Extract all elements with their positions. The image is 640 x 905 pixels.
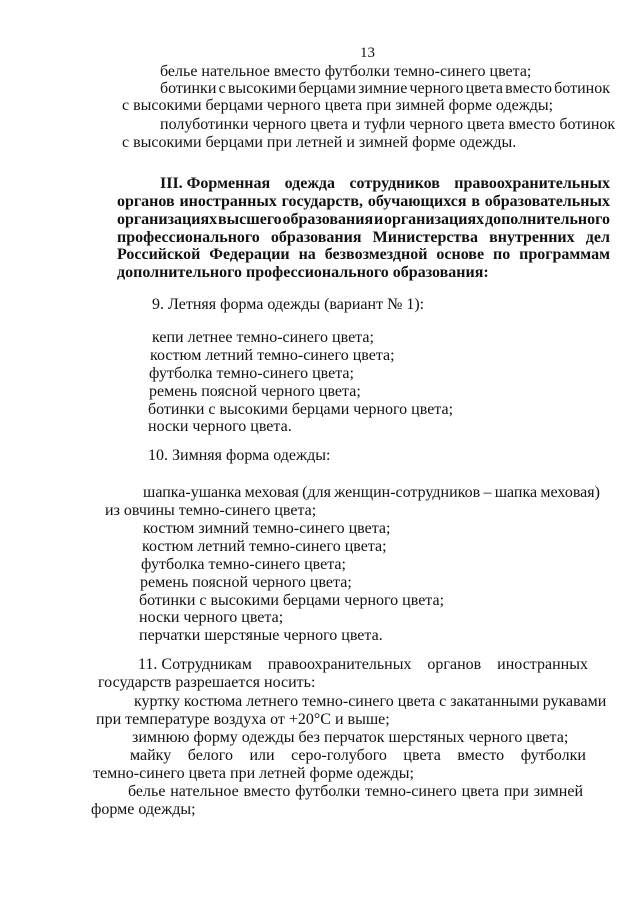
list-item: костюм зимний темно-синего цвета;: [143, 520, 391, 537]
word: образования: [270, 229, 362, 246]
word: вместо: [243, 783, 291, 800]
word: программам: [519, 246, 610, 263]
word: –: [483, 484, 492, 501]
word: женщин-сотрудников: [334, 484, 481, 501]
word: берцами: [298, 80, 356, 97]
word: (для: [302, 484, 331, 501]
list-item: ботинки с высокими берцами черного цвета;: [139, 592, 445, 609]
word: правоохранительных: [267, 656, 412, 673]
word: организациях: [384, 211, 485, 228]
item-10-title: 10. Зимняя форма одежды:: [148, 447, 331, 464]
section-heading-line: [117, 211, 610, 229]
list-item: ремень поясной черного цвета;: [149, 383, 361, 400]
word: одежда: [284, 175, 336, 192]
word: дополнительного: [484, 211, 610, 228]
word: цвета: [403, 747, 441, 764]
word: высшего: [217, 211, 282, 228]
word: сотрудников: [349, 175, 440, 192]
word: иностранных: [497, 656, 588, 673]
section-heading-line: [117, 246, 610, 264]
word: цвета: [461, 783, 500, 800]
word: III. Форменная: [160, 175, 271, 192]
paragraph-line: [128, 783, 583, 801]
word: при: [503, 783, 529, 800]
paragraph-line: при температуре воздуха от +20°С и выше;: [96, 711, 390, 728]
list-item: кепи летнее темно-синего цвета;: [152, 329, 374, 346]
list-item: костюм летний темно-синего цвета;: [150, 347, 395, 364]
word: органов: [427, 656, 482, 673]
word: по: [492, 246, 511, 263]
word: майку: [130, 747, 172, 764]
word: дел: [585, 229, 610, 246]
word: белого: [187, 747, 233, 764]
list-item: футболка темно-синего цвета;: [141, 556, 346, 573]
word: шапка: [494, 484, 538, 501]
text-line: [160, 80, 610, 98]
list-item: носки черного цвета.: [148, 418, 292, 435]
section-heading-line: [117, 229, 610, 247]
word: обучающихся: [367, 193, 467, 210]
word: ботинок: [554, 80, 610, 97]
word: серо-голубого: [291, 747, 387, 764]
word: футболки: [520, 747, 586, 764]
page-number: 13: [360, 45, 375, 61]
word: черного: [409, 80, 464, 97]
list-item: ботинки с высокими берцами черного цвета;: [148, 401, 454, 418]
word: иностранных: [179, 193, 277, 210]
section-heading-line: [117, 193, 610, 211]
section-heading-line: [160, 175, 610, 193]
word: Федерации: [209, 246, 290, 263]
word: образования: [282, 211, 374, 228]
paragraph-line: [138, 656, 588, 674]
word: высокими: [227, 80, 297, 97]
word: зимней: [533, 783, 583, 800]
list-item: футболка темно-синего цвета;: [149, 365, 354, 382]
word: белье: [128, 783, 166, 800]
list-item: из овчины темно-синего цвета;: [105, 502, 317, 519]
word: нательное: [170, 783, 239, 800]
item-9-title: 9. Летняя форма одежды (вариант № 1):: [152, 296, 425, 313]
word: меховая: [244, 484, 299, 501]
list-item: ремень поясной черного цвета;: [140, 574, 352, 591]
word: государств,: [281, 193, 364, 210]
word: Российской: [117, 246, 201, 263]
paragraph-line: темно-синего цвета при летней форме одежды;: [93, 765, 414, 782]
list-item: перчатки шерстяные черного цвета.: [139, 627, 383, 644]
word: меховая): [540, 484, 600, 501]
list-item: костюм летний темно-синего цвета;: [142, 538, 387, 555]
word: ботинки: [160, 80, 217, 97]
word: Министерства: [372, 229, 478, 246]
text-line: с высокими берцами черного цвета при зимней форме одежды;: [122, 97, 554, 114]
text-line: полуботинки черного цвета и туфли черного цвета вместо ботинок: [160, 116, 616, 133]
word: внутренних: [489, 229, 575, 246]
word: шапка-ушанка: [143, 484, 242, 501]
section-heading-line: дополнительного профессионального образования:: [117, 264, 489, 281]
word: зимние: [358, 80, 408, 97]
word: безвозмездной: [324, 246, 428, 263]
text-line: белье нательное вместо футболки темно-синего цвета;: [160, 63, 532, 80]
paragraph-line: куртку костюма летнего темно-синего цвета с закатанными рукавами: [134, 693, 607, 710]
word: организациях: [117, 211, 218, 228]
word: с: [218, 80, 226, 97]
word: на: [298, 246, 316, 263]
paragraph-line: [130, 747, 586, 765]
word: образовательных: [484, 193, 610, 210]
word: футболки: [295, 783, 361, 800]
list-item: носки черного цвета;: [139, 609, 284, 626]
text-line: с высокими берцами при летней и зимней форме одежды.: [122, 134, 517, 151]
word: цвета: [465, 80, 503, 97]
word: вместо: [505, 80, 552, 97]
word: или: [249, 747, 275, 764]
word: основе: [436, 246, 485, 263]
word: органов: [117, 193, 175, 210]
word: темно-синего: [365, 783, 457, 800]
list-item: [143, 484, 600, 502]
word: правоохранительных: [454, 175, 610, 192]
word: и: [373, 211, 384, 228]
word: в: [471, 193, 480, 210]
word: профессионального: [117, 229, 260, 246]
paragraph-line: зимнюю форму одежды без перчаток шерстяных черного цвета;: [132, 729, 569, 746]
paragraph-line: государств разрешается носить:: [98, 674, 316, 691]
word: 11. Сотрудникам: [138, 656, 252, 673]
word: вместо: [457, 747, 505, 764]
paragraph-line: форме одежды;: [91, 801, 196, 818]
